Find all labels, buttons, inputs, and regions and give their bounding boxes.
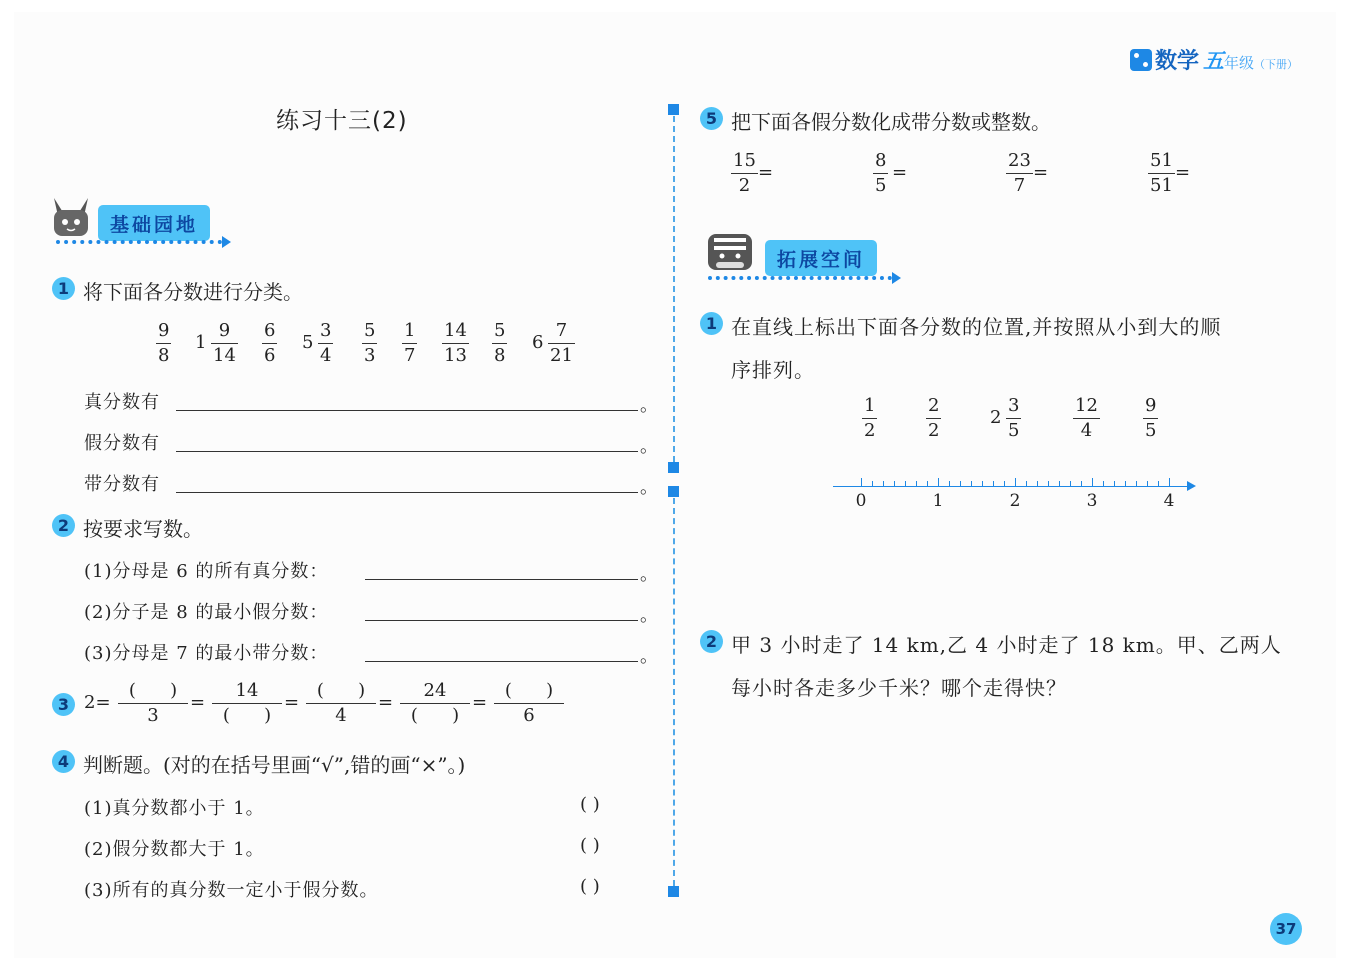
dice-icon xyxy=(1130,49,1152,71)
fraction xyxy=(211,320,238,367)
section-extension-label: 拓展空间 xyxy=(765,240,877,276)
fraction-bar xyxy=(862,418,877,419)
blank-fraction[interactable] xyxy=(494,680,564,727)
fraction xyxy=(862,395,877,442)
number-line-minor-tick xyxy=(971,481,972,486)
period: 。 xyxy=(640,564,658,585)
numerator: 1 xyxy=(864,395,876,416)
period: 。 xyxy=(640,646,658,667)
fraction xyxy=(362,320,377,367)
q3-lead: 2= xyxy=(84,692,111,713)
section-basic-dots xyxy=(56,240,222,244)
fraction-bar xyxy=(1143,418,1158,419)
numerator: 1 xyxy=(404,320,416,341)
denominator: 8 xyxy=(494,345,506,366)
denominator: 3 xyxy=(364,345,376,366)
denominator: 7 xyxy=(1013,175,1026,196)
numerator: 8 xyxy=(875,150,887,171)
question-text: 把下面各假分数化成带分数或整数。 xyxy=(731,110,1051,134)
equals-sign: = xyxy=(284,692,300,713)
header-grade-suffix: 年级 xyxy=(1224,54,1255,72)
fraction-bar xyxy=(156,343,171,344)
numerator: 24 xyxy=(423,680,447,701)
answer-line[interactable] xyxy=(176,451,638,452)
q4-item: (2)假分数都大于 1。 xyxy=(84,839,265,860)
number-line-major-tick xyxy=(861,478,862,486)
denominator: 2 xyxy=(738,175,751,196)
fraction-bar xyxy=(362,343,377,344)
numerator: ( ) xyxy=(316,680,366,701)
equals-sign: = xyxy=(1175,162,1191,183)
answer-line[interactable] xyxy=(365,620,638,621)
q2-item: (1)分母是 6 的所有真分数： xyxy=(84,561,329,582)
fraction-bar xyxy=(442,343,469,344)
number-line-minor-tick xyxy=(960,481,961,486)
q4-item: (3)所有的真分数一定小于假分数。 xyxy=(84,880,379,901)
blank-fraction[interactable] xyxy=(306,680,376,727)
question-text: 在直线上标出下面各分数的位置,并按照从小到大的顺 xyxy=(731,315,1222,339)
denominator: 6 xyxy=(523,705,535,726)
number-line-minor-tick xyxy=(1037,481,1038,486)
number-line-minor-tick xyxy=(982,481,983,486)
equals-sign: = xyxy=(472,692,488,713)
number-line-major-tick xyxy=(1169,478,1170,486)
question-number: 3 xyxy=(52,693,75,716)
number-line-axis xyxy=(833,486,1189,487)
fraction xyxy=(262,320,277,367)
numerator: 2 xyxy=(928,395,940,416)
fraction-bar xyxy=(926,418,941,419)
q4-item: (1)真分数都小于 1。 xyxy=(84,798,265,819)
whole-part: 6 xyxy=(532,332,544,353)
numerator: 3 xyxy=(1008,395,1020,416)
equals-sign: = xyxy=(892,162,908,183)
equals-sign: = xyxy=(378,692,394,713)
question-text: 甲 3 小时走了 14 km,乙 4 小时走了 18 km。甲、乙两人 xyxy=(731,633,1282,657)
question-text-cont: 每小时各走多少千米？哪个走得快？ xyxy=(731,676,1067,700)
numerator: 12 xyxy=(1075,395,1098,416)
fraction-bar xyxy=(262,343,277,344)
header-subject: 数学 xyxy=(1155,49,1200,74)
number-line-minor-tick xyxy=(1125,481,1126,486)
fraction xyxy=(402,320,417,367)
divider-marker xyxy=(668,486,679,497)
fraction-bar xyxy=(212,703,282,704)
page-title: 练习十三(2) xyxy=(276,108,408,134)
fraction-bar xyxy=(402,343,417,344)
section-basic-arrow xyxy=(222,236,231,248)
period: 。 xyxy=(640,436,658,457)
fraction-bar xyxy=(318,343,333,344)
q2-item: (2)分子是 8 的最小假分数： xyxy=(84,602,329,623)
number-line-minor-tick xyxy=(1059,481,1060,486)
fraction xyxy=(1006,395,1021,442)
answer-parentheses[interactable]: ( ) xyxy=(580,876,600,897)
answer-line[interactable] xyxy=(176,492,638,493)
denominator: ( ) xyxy=(222,705,272,726)
numerator: 9 xyxy=(218,320,231,341)
fraction xyxy=(442,320,469,367)
denominator: 4 xyxy=(320,345,332,366)
section-basic-label: 基础园地 xyxy=(98,205,210,241)
question-number: 2 xyxy=(700,630,723,653)
numerator: 6 xyxy=(264,320,276,341)
number-line-label: 4 xyxy=(1163,491,1175,511)
q2-item: (3)分母是 7 的最小带分数： xyxy=(84,643,329,664)
denominator: 8 xyxy=(158,345,170,366)
question-number: 5 xyxy=(700,107,723,130)
fraction xyxy=(1006,150,1033,197)
answer-line[interactable] xyxy=(365,661,638,662)
fraction-bar xyxy=(1148,173,1175,174)
equals-sign: = xyxy=(190,692,206,713)
denominator: ( ) xyxy=(410,705,460,726)
number-line-major-tick xyxy=(938,478,939,486)
zebra-mascot-icon xyxy=(702,230,758,276)
denominator: 2 xyxy=(864,420,876,441)
fraction xyxy=(1073,395,1100,442)
denominator: 5 xyxy=(875,175,887,196)
number-line-major-tick xyxy=(1092,478,1093,486)
denominator: 3 xyxy=(147,705,159,726)
fraction xyxy=(318,320,333,367)
question-number: 1 xyxy=(52,277,75,300)
improper-fraction-label: 假分数有 xyxy=(84,433,160,454)
fraction xyxy=(548,320,575,367)
number-line-minor-tick xyxy=(927,481,928,486)
denominator: 6 xyxy=(264,345,276,366)
answer-line[interactable] xyxy=(365,579,638,580)
equals-sign: = xyxy=(758,162,774,183)
question-text-cont: 序排列。 xyxy=(731,358,815,382)
blank-fraction[interactable] xyxy=(212,680,282,727)
fraction-bar xyxy=(1006,418,1021,419)
number-line-minor-tick xyxy=(905,481,906,486)
denominator: 2 xyxy=(928,420,940,441)
header-grade: 五 xyxy=(1203,49,1225,73)
column-divider xyxy=(673,498,675,886)
fraction-bar xyxy=(548,343,575,344)
fraction xyxy=(492,320,507,367)
fraction-bar xyxy=(873,173,888,174)
numerator: 14 xyxy=(444,320,467,341)
number-line-minor-tick xyxy=(1004,481,1005,486)
numerator: 7 xyxy=(555,320,568,341)
mixed-number-label: 带分数有 xyxy=(84,474,160,495)
fraction-bar xyxy=(306,703,376,704)
denominator: 4 xyxy=(335,705,347,726)
fraction xyxy=(156,320,171,367)
numerator: 23 xyxy=(1008,150,1031,171)
number-line-minor-tick xyxy=(916,481,917,486)
denominator: 13 xyxy=(444,345,467,366)
number-line-arrow xyxy=(1187,481,1196,491)
fraction-bar xyxy=(1006,173,1033,174)
number-line-minor-tick xyxy=(949,481,950,486)
answer-parentheses[interactable]: ( ) xyxy=(580,794,600,815)
question-text: 将下面各分数进行分类。 xyxy=(83,280,303,304)
fraction-bar xyxy=(211,343,238,344)
question-number: 4 xyxy=(52,750,75,773)
numerator: 51 xyxy=(1150,150,1173,171)
number-line-minor-tick xyxy=(1026,481,1027,486)
divider-marker xyxy=(668,886,679,897)
fraction xyxy=(926,395,941,442)
numerator: ( ) xyxy=(128,680,178,701)
equals-sign: = xyxy=(1033,162,1049,183)
divider-marker xyxy=(668,104,679,115)
question-text: 按要求写数。 xyxy=(83,517,203,541)
fraction-bar xyxy=(1073,418,1100,419)
fraction xyxy=(1148,150,1175,197)
numerator: 3 xyxy=(320,320,332,341)
number-line-minor-tick xyxy=(1081,481,1082,486)
number-line-minor-tick xyxy=(1136,481,1137,486)
whole-part: 2 xyxy=(990,407,1002,428)
rabbit-mascot-icon xyxy=(50,196,92,240)
column-divider xyxy=(673,116,675,462)
fraction xyxy=(731,150,758,197)
denominator: 21 xyxy=(550,345,573,366)
numerator: 5 xyxy=(364,320,376,341)
header-badge xyxy=(1130,44,1298,75)
section-extension-dots xyxy=(708,276,892,280)
fraction-bar xyxy=(492,343,507,344)
header-volume: （下册） xyxy=(1254,58,1299,71)
numerator: 5 xyxy=(494,320,506,341)
proper-fraction-label: 真分数有 xyxy=(84,392,160,413)
number-line-minor-tick xyxy=(1103,481,1104,486)
number-line-minor-tick xyxy=(1070,481,1071,486)
denominator: 51 xyxy=(1150,175,1173,196)
number-line-minor-tick xyxy=(1048,481,1049,486)
divider-marker xyxy=(668,462,679,473)
denominator: 7 xyxy=(404,345,416,366)
fraction xyxy=(873,150,888,197)
numerator: 9 xyxy=(1145,395,1157,416)
numerator: 9 xyxy=(158,320,170,341)
numerator: 14 xyxy=(235,680,259,701)
number-line-minor-tick xyxy=(883,481,884,486)
section-extension-arrow xyxy=(892,272,901,284)
number-line-major-tick xyxy=(1015,478,1016,486)
denominator: 5 xyxy=(1008,420,1020,441)
numerator: ( ) xyxy=(504,680,554,701)
number-line-label: 0 xyxy=(855,491,867,511)
number-line-minor-tick xyxy=(1114,481,1115,486)
number-line-label: 2 xyxy=(1009,491,1021,511)
number-line-minor-tick xyxy=(894,481,895,486)
number-line-minor-tick xyxy=(993,481,994,486)
denominator: 14 xyxy=(213,345,236,366)
question-text: 判断题。(对的在括号里画“√”,错的画“×”。) xyxy=(83,753,466,777)
page-number: 37 xyxy=(1270,913,1302,945)
blank-fraction[interactable] xyxy=(118,680,188,727)
number-line-label: 3 xyxy=(1086,491,1098,511)
fraction-bar xyxy=(118,703,188,704)
period: 。 xyxy=(640,395,658,416)
denominator: 4 xyxy=(1080,420,1093,441)
blank-fraction[interactable] xyxy=(400,680,470,727)
number-line-minor-tick xyxy=(1158,481,1159,486)
question-number: 2 xyxy=(52,514,75,537)
period: 。 xyxy=(640,605,658,626)
fraction-bar xyxy=(731,173,758,174)
denominator: 5 xyxy=(1145,420,1157,441)
fraction xyxy=(1143,395,1158,442)
whole-part: 1 xyxy=(195,332,207,353)
number-line-label: 1 xyxy=(932,491,944,511)
answer-parentheses[interactable]: ( ) xyxy=(580,835,600,856)
fraction-bar xyxy=(400,703,470,704)
number-line-minor-tick xyxy=(1147,481,1148,486)
number-line-minor-tick xyxy=(872,481,873,486)
answer-line[interactable] xyxy=(176,410,638,411)
fraction-bar xyxy=(494,703,564,704)
question-number: 1 xyxy=(700,312,723,335)
numerator: 15 xyxy=(733,150,756,171)
whole-part: 5 xyxy=(302,332,314,353)
period: 。 xyxy=(640,477,658,498)
